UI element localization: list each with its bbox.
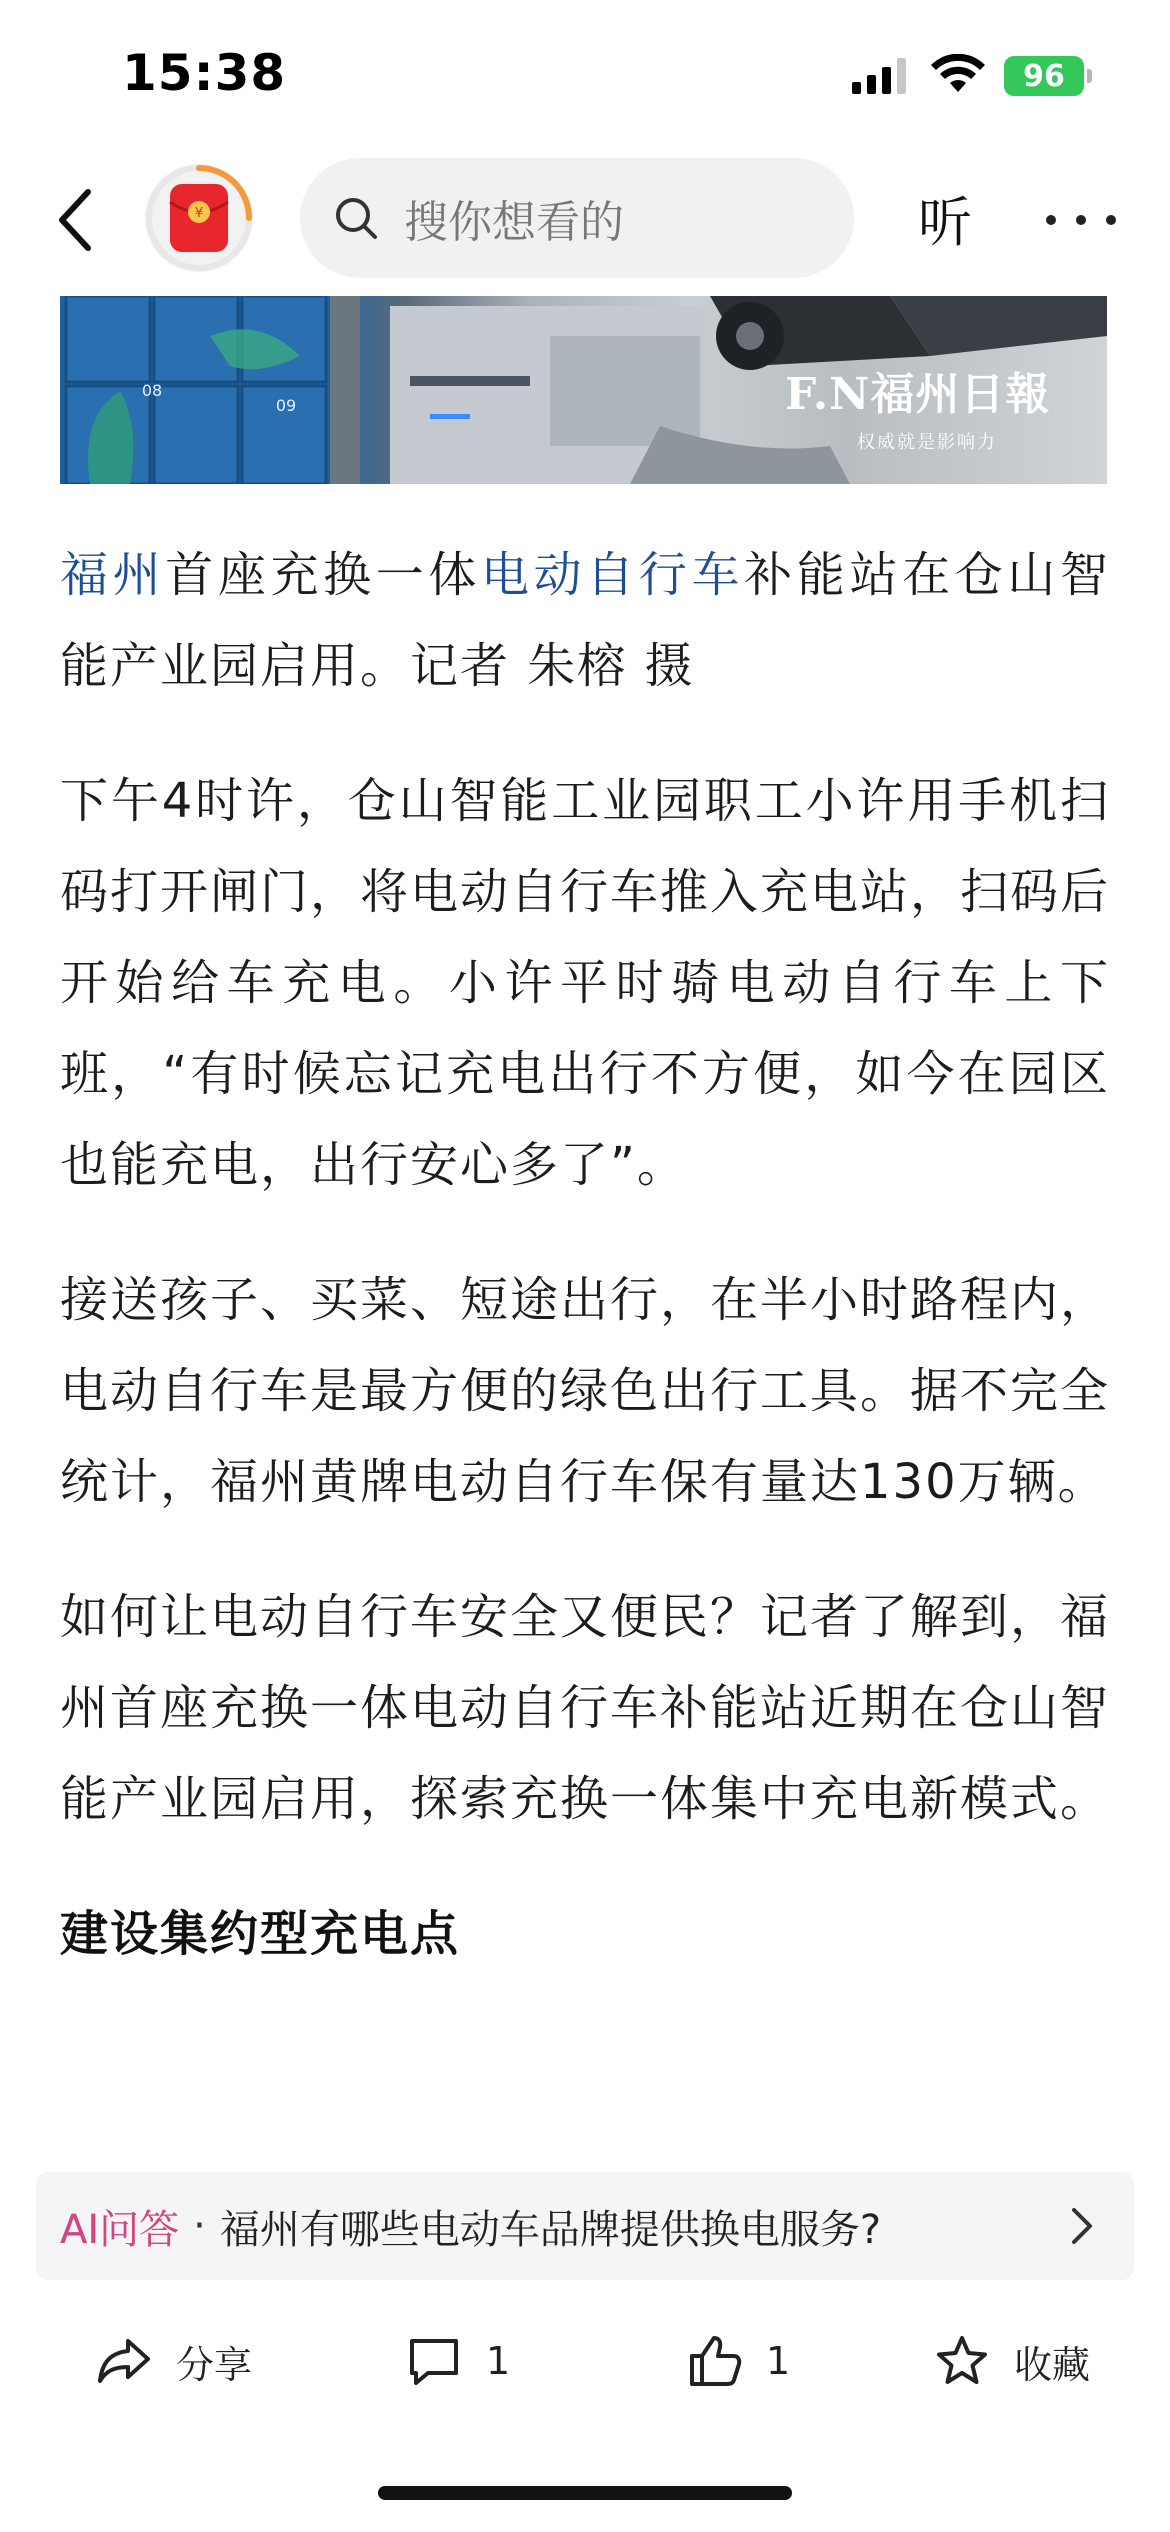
article-image[interactable]: [60, 296, 1107, 484]
chevron-right-icon: [1070, 2206, 1094, 2246]
search-icon: [334, 196, 378, 240]
status-time: 15:38: [122, 44, 287, 102]
svg-text:¥: ¥: [194, 206, 204, 221]
article-paragraph: 如何让电动自行车安全又便民？记者了解到，福州首座充换一体电动自行车补能站近期在仓山智能产业园启用，探索充换一体集中充电新模式。: [60, 1589, 1111, 1827]
red-packet-button[interactable]: [145, 164, 253, 272]
chevron-left-icon: [54, 188, 94, 252]
listen-button[interactable]: 听: [918, 191, 972, 254]
top-nav-bar: [0, 150, 1170, 290]
dot-icon: [1106, 215, 1116, 225]
like-button[interactable]: [686, 2326, 790, 2396]
ai-qa-question: 福州有哪些电动车品牌提供换电服务?: [219, 2206, 882, 2253]
newspaper-watermark: [785, 358, 1050, 454]
favorite-button[interactable]: [934, 2326, 1090, 2396]
more-options-button[interactable]: [1046, 190, 1116, 250]
caption-text: 首座充换一体: [165, 547, 482, 603]
caption-text: 补能站在仓山智能产业园启用。记者 朱榕 摄: [60, 547, 1110, 694]
image-caption: [60, 530, 1110, 712]
ai-qa-tag: AI问答: [60, 2198, 179, 2255]
article-body: [60, 530, 1110, 1980]
search-placeholder: 搜你想看的: [404, 197, 624, 248]
back-button[interactable]: [44, 180, 104, 260]
dot-icon: [1046, 215, 1056, 225]
dot-icon: [1076, 215, 1086, 225]
topic-link-fuzhou[interactable]: 福州: [60, 547, 166, 603]
bottom-toolbar: [0, 2300, 1170, 2430]
section-heading: 建设集约型充电点: [60, 1906, 461, 1962]
article-paragraph: 下午4时许，仓山智能工业园职工小许用手机扫码打开闸门，将电动自行车推入充电站，扫码后开始给车充电。小许平时骑电动自行车上下班，“有时候忘记充电出行不方便，如今在园区也能充电，出行安心多了”。: [60, 773, 1111, 1193]
battery-indicator: 96: [1004, 56, 1084, 96]
battery-locker-graphic: [60, 296, 330, 484]
favorite-label: 收藏: [1014, 2342, 1091, 2387]
share-button[interactable]: [96, 2326, 252, 2396]
home-indicator[interactable]: [378, 2486, 792, 2500]
watermark-slogan: 权威就是影响力: [857, 432, 997, 453]
comment-icon: [406, 2335, 462, 2387]
search-bar[interactable]: [300, 158, 854, 278]
like-count: 1: [766, 2339, 791, 2383]
wifi-icon: [930, 54, 986, 94]
status-bar: [0, 0, 1170, 150]
share-icon: [96, 2335, 152, 2387]
star-icon: [934, 2334, 990, 2388]
locker-number: 09: [275, 396, 297, 415]
cellular-signal-icon: [852, 58, 908, 94]
share-label: 分享: [176, 2342, 253, 2387]
ai-qa-separator: ·: [193, 2203, 206, 2249]
progress-ring-icon: [145, 164, 253, 272]
comment-button[interactable]: [406, 2326, 510, 2396]
comment-count: 1: [486, 2339, 511, 2383]
locker-number: 08: [141, 381, 163, 400]
topic-link-ebike[interactable]: 电动自行车: [481, 547, 745, 603]
article-paragraph: 接送孩子、买菜、短途出行，在半小时路程内，电动自行车是最方便的绿色出行工具。据不完全统计，福州黄牌电动自行车保有量达130万辆。: [60, 1272, 1111, 1510]
thumbs-up-icon: [686, 2334, 742, 2388]
watermark-logo: F.N福州日報: [785, 369, 1051, 420]
ai-qa-suggestion[interactable]: [36, 2172, 1134, 2280]
